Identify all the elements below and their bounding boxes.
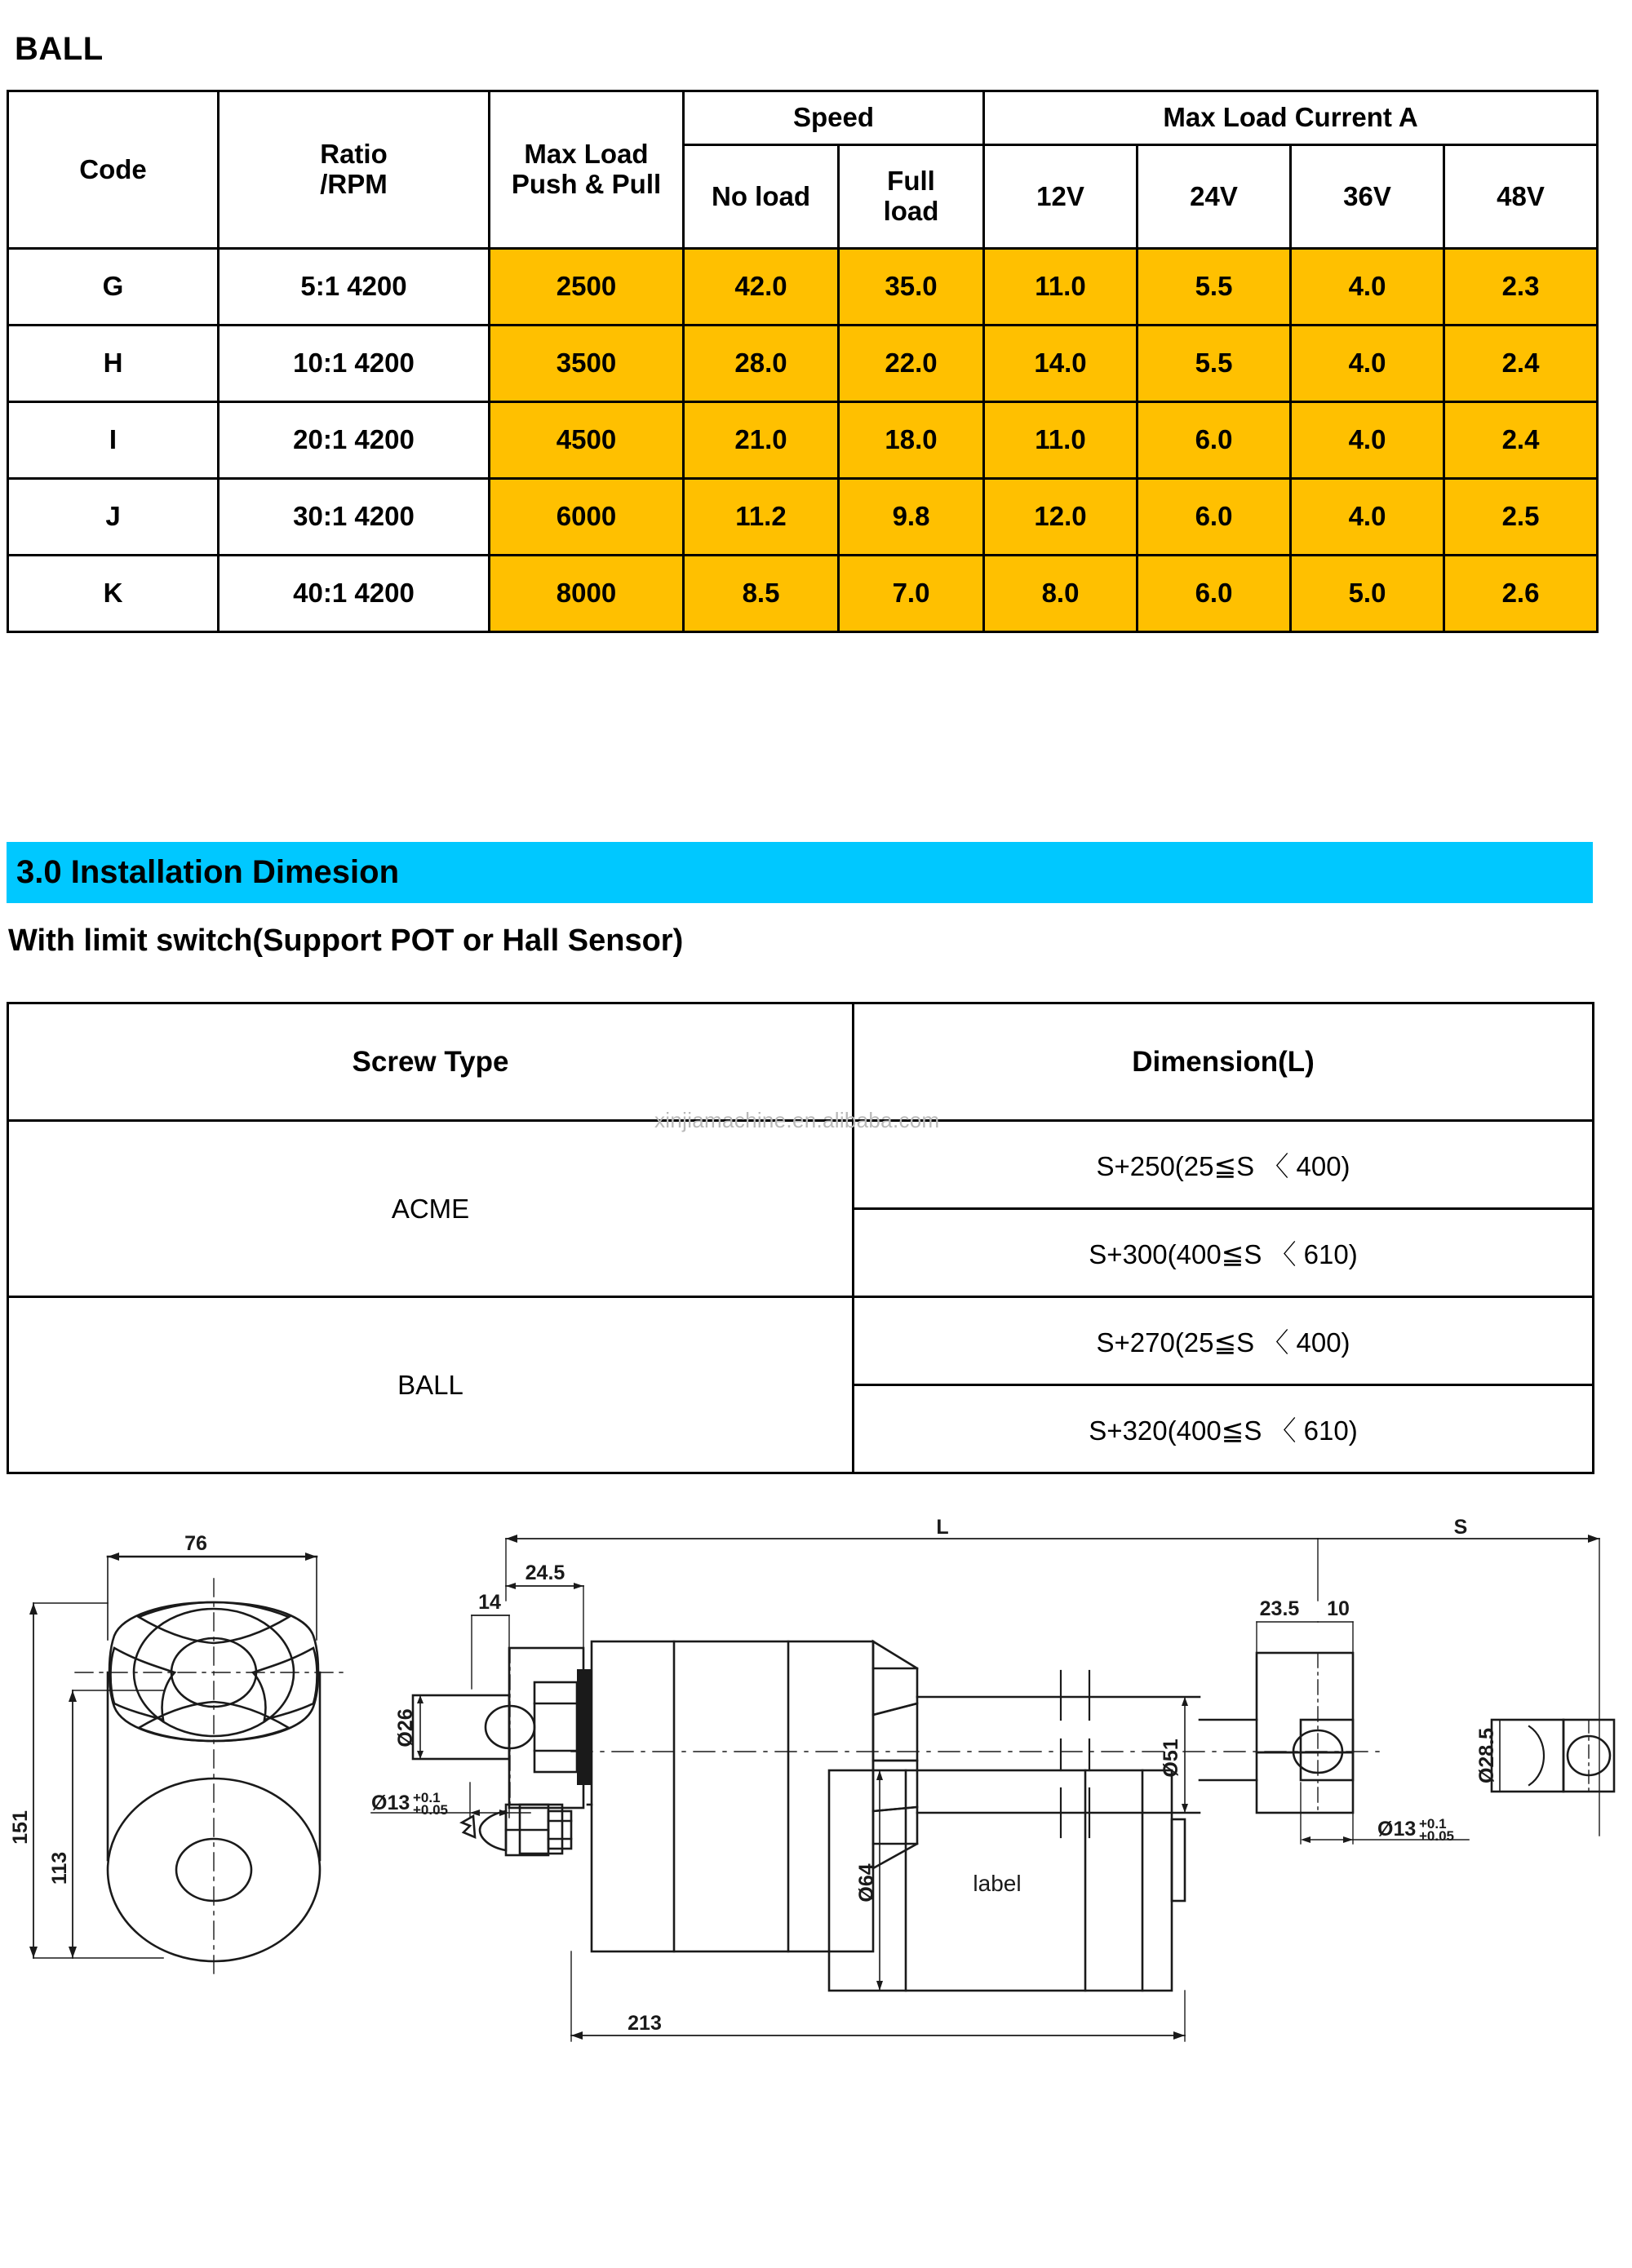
detail-view-right — [1492, 1720, 1614, 1792]
dim-label-dia64: Ø64 — [855, 1863, 878, 1903]
cell-36v: 4.0 — [1291, 249, 1444, 326]
cell-no-load: 11.2 — [684, 479, 839, 556]
cell-full-load: 9.8 — [839, 479, 984, 556]
dimension-table — [7, 1002, 1594, 1474]
svg-text:Ø13: Ø13 — [1377, 1818, 1417, 1841]
dim-label-76: 76 — [184, 1532, 207, 1555]
cell-36v: 4.0 — [1291, 402, 1444, 479]
dim-label-10: 10 — [1327, 1597, 1350, 1620]
table-row — [8, 1297, 1594, 1385]
cell-36v: 4.0 — [1291, 479, 1444, 556]
col-header-12v: 12V — [984, 144, 1138, 248]
cell-dimension-acme-1: S+250(25≦S 〈 400) — [854, 1121, 1594, 1209]
dim-label-dia13-left — [371, 1790, 448, 1818]
dim-label-14: 14 — [478, 1591, 501, 1614]
cell-ratio: 20:1 4200 — [219, 402, 490, 479]
col-header-48v: 48V — [1444, 144, 1598, 248]
end-view-left — [29, 1553, 343, 1978]
col-header-no-load: No load — [684, 144, 839, 248]
page-title: BALL — [15, 31, 104, 67]
cell-12v: 8.0 — [984, 556, 1138, 632]
cell-dimension-ball-1: S+270(25≦S 〈 400) — [854, 1297, 1594, 1385]
dimension-header-row — [8, 1003, 1594, 1121]
col-header-36v: 36V — [1291, 144, 1444, 248]
cell-48v: 2.3 — [1444, 249, 1598, 326]
dim-label-24-5: 24.5 — [525, 1561, 565, 1584]
cell-dimension-ball-2: S+320(400≦S 〈 610) — [854, 1385, 1594, 1473]
cell-full-load: 22.0 — [839, 326, 984, 402]
col-header-full-load-line1: Full — [887, 166, 935, 197]
table-row — [8, 1121, 1594, 1209]
cell-max-load: 3500 — [490, 326, 684, 402]
cell-max-load: 8000 — [490, 556, 684, 632]
col-header-ratio-line1: Ratio — [320, 139, 388, 170]
cell-screw-type-ball: BALL — [8, 1297, 854, 1473]
cell-code: K — [8, 556, 219, 632]
specs-table-head — [8, 91, 1598, 249]
cell-code: G — [8, 249, 219, 326]
col-header-max-load-line1: Max Load — [524, 139, 649, 170]
svg-text:+0.1: +0.1 — [1419, 1816, 1447, 1832]
section-banner-title: 3.0 Installation Dimesion — [16, 854, 400, 890]
col-header-code — [8, 91, 219, 249]
col-header-max-load — [490, 91, 684, 249]
svg-text:+0.05: +0.05 — [413, 1802, 449, 1818]
dim-label-213: 213 — [628, 2012, 662, 2035]
col-header-full-load-line2: load — [883, 195, 939, 226]
col-header-ratio-line2: /RPM — [320, 169, 388, 199]
col-header-dimension: Dimension(L) — [854, 1003, 1594, 1121]
table-row — [8, 479, 1598, 556]
specs-table — [7, 90, 1599, 633]
cell-dimension-acme-2: S+300(400≦S 〈 610) — [854, 1209, 1594, 1297]
col-header-max-load-line2: Push & Pull — [511, 169, 662, 199]
col-header-max-load-current: Max Load Current A — [984, 91, 1598, 145]
dim-label-dia13-right — [1377, 1816, 1454, 1844]
specs-table-container — [7, 90, 1594, 633]
dim-label-113: 113 — [48, 1851, 71, 1885]
table-row — [8, 556, 1598, 632]
cell-no-load: 8.5 — [684, 556, 839, 632]
cell-ratio: 30:1 4200 — [219, 479, 490, 556]
dimension-table-container — [7, 1002, 1594, 1474]
table-row — [8, 249, 1598, 326]
cell-code: J — [8, 479, 219, 556]
cell-24v: 5.5 — [1138, 249, 1291, 326]
cell-ratio: 40:1 4200 — [219, 556, 490, 632]
cell-no-load: 42.0 — [684, 249, 839, 326]
svg-text:+0.05: +0.05 — [1419, 1828, 1455, 1844]
cell-24v: 6.0 — [1138, 479, 1291, 556]
cell-no-load: 21.0 — [684, 402, 839, 479]
cell-max-load: 6000 — [490, 479, 684, 556]
svg-text:+0.1: +0.1 — [413, 1790, 441, 1805]
dim-label-S: S — [1453, 1516, 1468, 1539]
cell-ratio: 5:1 4200 — [219, 249, 490, 326]
cell-code: I — [8, 402, 219, 479]
cell-24v: 5.5 — [1138, 326, 1291, 402]
cell-max-load: 2500 — [490, 249, 684, 326]
dim-label-151: 151 — [9, 1810, 32, 1845]
specs-table-body — [8, 249, 1598, 632]
cell-12v: 11.0 — [984, 402, 1138, 479]
cell-24v: 6.0 — [1138, 556, 1291, 632]
col-header-ratio — [219, 91, 490, 249]
cell-48v: 2.5 — [1444, 479, 1598, 556]
cell-12v: 11.0 — [984, 249, 1138, 326]
svg-text:Ø13: Ø13 — [371, 1792, 410, 1814]
dim-label-L: L — [936, 1516, 949, 1539]
col-header-screw-type: Screw Type — [8, 1003, 854, 1121]
col-header-full-load — [839, 144, 984, 248]
section-subheading: With limit switch(Support POT or Hall Sensor) — [8, 924, 684, 958]
page-number-artifact — [1387, 2203, 1390, 2224]
cell-48v: 2.4 — [1444, 326, 1598, 402]
dim-label-dia26: Ø26 — [394, 1708, 417, 1748]
motor-label-text: label — [973, 1871, 1022, 1896]
dimension-table-body — [8, 1003, 1594, 1473]
front-section-view — [371, 1535, 1599, 2041]
technical-drawing — [0, 1501, 1632, 2219]
dim-label-23-5: 23.5 — [1259, 1597, 1300, 1620]
watermark: xinjiamachine.en.alibaba.com — [654, 1108, 940, 1132]
cell-36v: 4.0 — [1291, 326, 1444, 402]
col-header-speed: Speed — [684, 91, 984, 145]
cell-max-load: 4500 — [490, 402, 684, 479]
cell-full-load: 18.0 — [839, 402, 984, 479]
cell-48v: 2.4 — [1444, 402, 1598, 479]
table-row — [8, 402, 1598, 479]
cell-ratio: 10:1 4200 — [219, 326, 490, 402]
cell-full-load: 7.0 — [839, 556, 984, 632]
cell-48v: 2.6 — [1444, 556, 1598, 632]
cell-code: H — [8, 326, 219, 402]
dim-label-dia51: Ø51 — [1160, 1739, 1182, 1778]
header-row-top — [8, 91, 1598, 145]
section-banner — [7, 842, 1593, 903]
col-header-code-label: Code — [79, 153, 147, 184]
table-row — [8, 326, 1598, 402]
cell-12v: 14.0 — [984, 326, 1138, 402]
cell-full-load: 35.0 — [839, 249, 984, 326]
cell-screw-type-acme: ACME — [8, 1121, 854, 1297]
cell-36v: 5.0 — [1291, 556, 1444, 632]
dim-label-dia28-5: Ø28.5 — [1475, 1727, 1498, 1784]
cell-12v: 12.0 — [984, 479, 1138, 556]
cell-24v: 6.0 — [1138, 402, 1291, 479]
cell-no-load: 28.0 — [684, 326, 839, 402]
col-header-24v: 24V — [1138, 144, 1291, 248]
technical-drawing-svg — [0, 1501, 1632, 2219]
